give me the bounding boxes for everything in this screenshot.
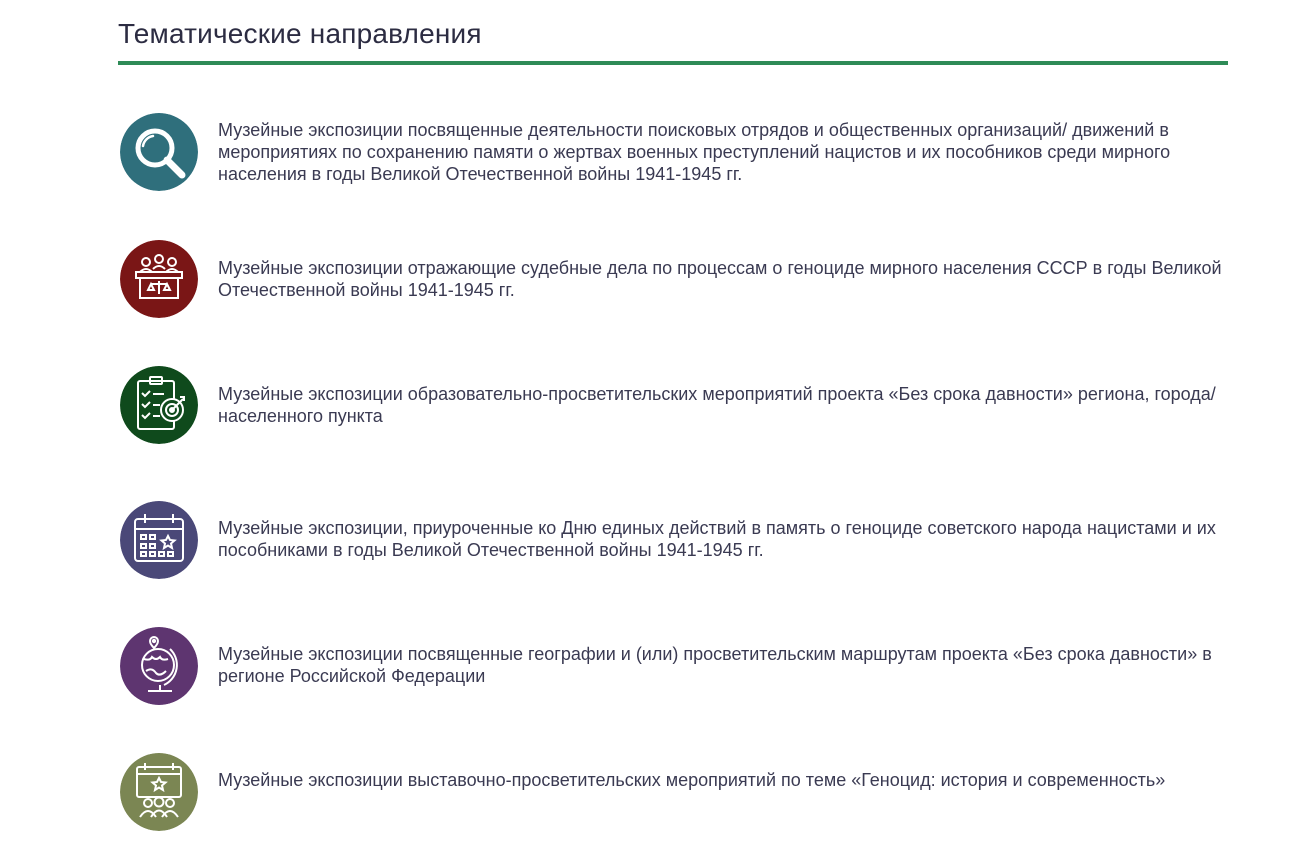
item-text: Музейные экспозиции выставочно-просветительских мероприятий по теме «Геноцид: история и современность» bbox=[218, 770, 1166, 790]
globe-icon bbox=[120, 627, 198, 705]
clipboard-target-icon bbox=[120, 366, 198, 444]
list-item bbox=[118, 627, 1228, 707]
calendar-icon bbox=[120, 501, 198, 579]
list-item bbox=[118, 501, 1228, 581]
list-item bbox=[118, 753, 1228, 833]
item-text: Музейные экспозиции образовательно-просветительских мероприятий проекта «Без срока давности» региона, города/населенного пункта bbox=[218, 384, 1216, 426]
item-text: Музейные экспозиции отражающие судебные дела по процессам о геноциде мирного населения СССР в годы Великой Отечественной войны 1941-1945 гг. bbox=[218, 258, 1222, 300]
list-item bbox=[118, 240, 1228, 320]
item-text: Музейные экспозиции, приуроченные ко Дню единых действий в память о геноциде советского народа нацистами и их пособниками в годы Великой Отечественной войны 1941-1945 гг. bbox=[218, 518, 1216, 560]
title-divider bbox=[118, 61, 1228, 65]
item-text: Музейные экспозиции посвященные деятельности поисковых отрядов и общественных организаций/ движений в мероприятиях по сохранению памяти о жертвах военных преступлений нацистов и их пособников среди мирного населения в годы Великой Отечественной войны 1941-1945 гг. bbox=[218, 120, 1171, 184]
list-item bbox=[118, 113, 1228, 193]
section-title: Тематические направления bbox=[118, 18, 482, 49]
exhibition-people-icon bbox=[120, 753, 198, 831]
magnifier-icon bbox=[120, 113, 198, 191]
tribunal-icon bbox=[120, 240, 198, 318]
list-item bbox=[118, 366, 1228, 446]
item-text: Музейные экспозиции посвященные географии и (или) просветительским маршрутам проекта «Без срока давности» в регионе Российской Федерации bbox=[218, 644, 1212, 686]
